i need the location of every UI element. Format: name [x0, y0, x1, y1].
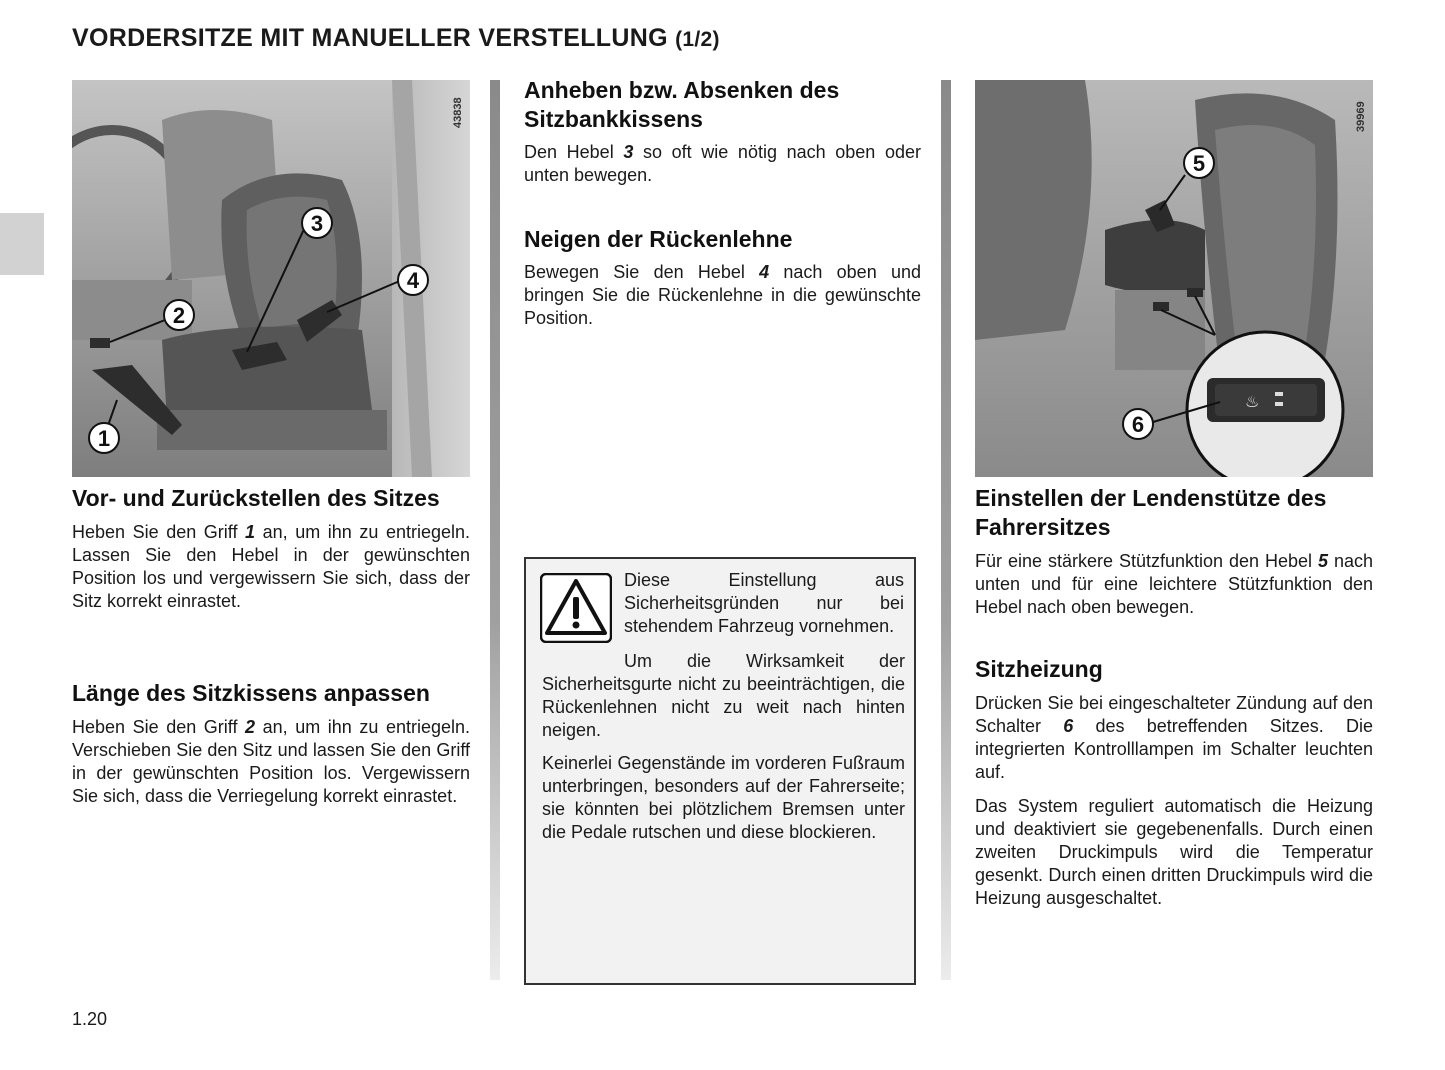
section-lendenstuetze-text [975, 550, 1373, 619]
figure-code-left: 43838 [452, 97, 464, 128]
section-vor-zurueck-heading: Vor- und Zurückstellen des Sitzes [72, 485, 440, 511]
text-part: Für eine stärkere Stützfunktion den Hebel [975, 551, 1318, 571]
column-divider-right [941, 80, 951, 980]
callout-5-label: 5 [1192, 151, 1206, 176]
text-part: nach oben und bringen Sie die Rückenlehne in die gewünschte Position. [524, 262, 921, 328]
lumbar-heating-figure [975, 80, 1373, 477]
text-part: Heben Sie den Griff [72, 522, 246, 542]
section-sitzkissen-laenge-heading: Länge des Sitzkissens anpassen [72, 680, 430, 706]
callout-1-label: 1 [97, 426, 111, 451]
column-divider-left [490, 80, 500, 980]
page-title [72, 24, 720, 53]
ref-number: 2 [245, 717, 256, 737]
page-title-suffix: (1/2) [675, 28, 720, 51]
ref-number: 1 [245, 522, 256, 542]
section-lendenstuetze-heading: Einstellen der Lendenstütze des Fahrersitzes [975, 485, 1327, 540]
section-anheben-text [524, 141, 921, 187]
text-part: Bewegen Sie den Hebel [524, 262, 760, 282]
text-part: Drücken Sie bei eingeschalteter Zündung auf den Schalter [975, 693, 1373, 736]
warning-triangle-icon [540, 573, 612, 643]
section-sitzheizung-text-1 [975, 692, 1373, 784]
section-vor-zurueck [72, 484, 470, 613]
section-neigen-heading: Neigen der Rückenlehne [524, 226, 793, 252]
svg-text:♨: ♨ [1245, 394, 1260, 411]
section-neigen [524, 225, 921, 330]
section-neigen-text [524, 261, 921, 330]
ref-number: 3 [623, 142, 634, 162]
section-lendenstuetze [975, 484, 1373, 619]
text-part: Den Hebel [524, 142, 624, 162]
warning-text-2: Um die Wirksamkeit der Sicherheitsgurte nicht zu beeinträchtigen, die Rückenlehnen nicht zu weit nach hinten neigen. [542, 651, 905, 740]
text-part: des betreffenden Sitzes. Die integrierten Kontrolllampen im Schalter leuchten auf. [975, 716, 1373, 782]
section-sitzheizung-heading: Sitzheizung [975, 656, 1103, 682]
text-part: Heben Sie den Griff [72, 717, 246, 737]
section-sitzkissen-laenge-text [72, 716, 470, 808]
text-part: nach unten und für eine leichtere Stützfunktion den Hebel nach oben bewegen. [975, 551, 1373, 617]
text-part: an, um ihn zu entriegeln. Lassen Sie den Hebel in der gewünschten Position los und vergewissern Sie sich, dass der Sitz korrekt einrastet. [72, 522, 470, 611]
text-part: so oft wie nötig nach oben oder unten bewegen. [524, 142, 921, 185]
seat-adjustment-figure [72, 80, 470, 477]
callout-2-label: 2 [172, 303, 186, 328]
ref-number: 6 [1063, 716, 1074, 736]
page-title-text: VORDERSITZE MIT MANUELLER VERSTELLUNG [72, 24, 668, 52]
warning-text-3: Keinerlei Gegenstände im vorderen Fußraum unterbringen, besonders auf der Fahrerseite; sie könnten bei plötzlichem Bremsen unter die Pedale rutschen und diese blockieren. [542, 753, 905, 842]
page-number: 1.20 [72, 1009, 108, 1029]
callout-6-label: 6 [1131, 412, 1145, 437]
callout-4-label: 4 [406, 268, 420, 293]
section-anheben [524, 76, 921, 187]
chapter-tab-marker [0, 213, 44, 275]
warning-text-1: Diese Einstellung aus Sicherheitsgründen nur bei stehendem Fahrzeug vornehmen. [624, 570, 904, 636]
callout-3-label: 3 [310, 211, 324, 236]
safety-warning-box [524, 557, 916, 985]
ref-number: 4 [759, 262, 770, 282]
section-anheben-heading: Anheben bzw. Absenken des Sitzbankkissens [524, 77, 840, 132]
section-sitzheizung [975, 655, 1373, 910]
section-vor-zurueck-text [72, 521, 470, 613]
text-part: an, um ihn zu entriegeln. Verschieben Sie den Sitz und lassen Sie den Griff in der gewünschten Position los. Vergewissern Sie sich, dass die Verriegelung korrekt einrastet. [72, 717, 470, 806]
section-sitzkissen-laenge [72, 679, 470, 808]
section-sitzheizung-text-2: Das System reguliert automatisch die Heizung und deaktiviert sie gegebenenfalls. Durch einen zweiten Druckimpuls wird die Temperatur gesenkt. Durch einen dritten Druckimpuls wird die Heizung ausgeschaltet. [975, 796, 1373, 908]
figure-code-right: 39969 [1355, 101, 1367, 132]
ref-number: 5 [1317, 551, 1328, 571]
